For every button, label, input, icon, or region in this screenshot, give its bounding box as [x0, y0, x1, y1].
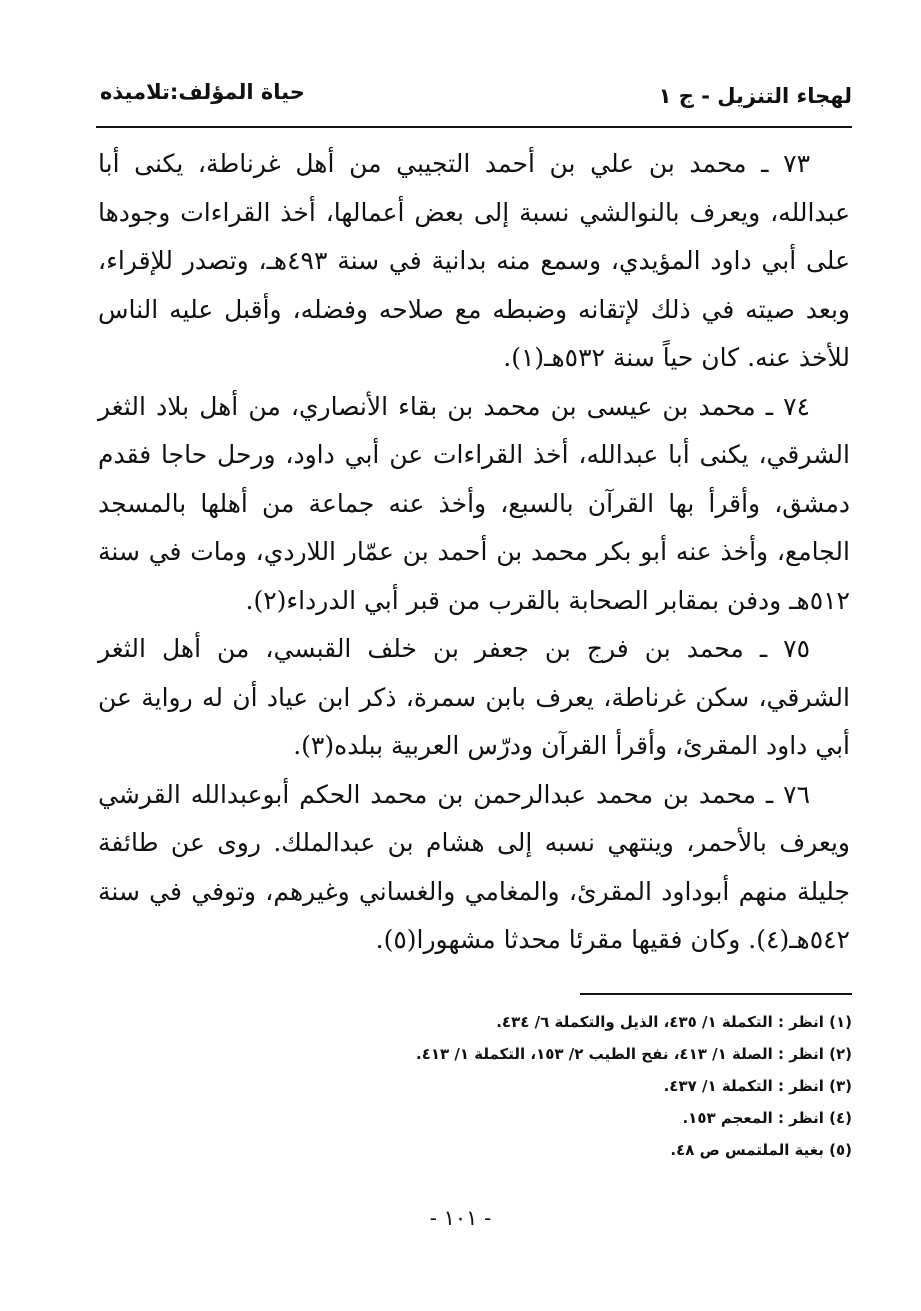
- page-number: - ١٠١ -: [429, 1206, 492, 1230]
- footnote-5: (٥) بغية الملتمس ص ٤٨.: [670, 1141, 852, 1159]
- footnote-3: (٣) انظر : التكملة ١/ ٤٣٧.: [663, 1077, 852, 1095]
- footnotes: [300, 1006, 852, 1166]
- main-text: [98, 140, 850, 965]
- section-title: حياة المؤلف:تلاميذه: [100, 80, 305, 104]
- footnote-1: (١) انظر : التكملة ١/ ٤٣٥، الذيل والتكملة ٦/ ٤٣٤.: [496, 1013, 852, 1031]
- entry-73: ٧٣ ـ محمد بن علي بن أحمد التجيبي من أهل غرناطة، يكنى أبا عبدالله، ويعرف بالنوالشي نسبة إلى بعض أعمالها، أخذ القراءات وجودها على أبي داود المؤيدي، وسمع منه بدانية في سنة ٤٩٣هـ، وتصدر للإقراء، وبعد صيته في ذلك لإتقانه وضبطه مع صلاحه وفضله، وأقبل عليه الناس للأخذ عنه. كان حياً سنة ٥٣٢هـ(١).: [98, 149, 850, 372]
- entry-74: ٧٤ ـ محمد بن عيسى بن محمد بن بقاء الأنصاري، من أهل بلاد الثغر الشرقي، يكنى أبا عبدالله، أخذ القراءات عن أبي داود، ورحل حاجا فقدم دمشق، وأقرأ بها القرآن بالسبع، وأخذ عنه جماعة من أهلها بالمسجد الجامع، وأخذ عنه أبو بكر محمد بن أحمد بن عمّار اللاردي، ومات في سنة ٥١٢هـ ودفن بمقابر الصحابة بالقرب من قبر أبي الدرداء(٢).: [98, 391, 850, 615]
- running-header: [100, 78, 852, 118]
- footnote-4: (٤) انظر : المعجم ١٥٣.: [682, 1109, 852, 1127]
- footnote-rule: [580, 993, 852, 995]
- header-rule: [96, 126, 852, 128]
- footnote-2: (٢) انظر : الصلة ١/ ٤١٣، نفح الطيب ٢/ ١٥٣، التكملة ١/ ٤١٣.: [416, 1045, 852, 1063]
- book-title: لهجاء التنزيل - ج ١: [658, 84, 852, 108]
- entry-76: ٧٦ ـ محمد بن محمد عبدالرحمن بن محمد الحكم أبوعبدالله القرشي ويعرف بالأحمر، وينتهي نسبه إلى هشام بن عبدالملك. روى عن طائفة جليلة منهم أبوداود المقرئ، والمغامي والغساني وغيرهم، وتوفي في سنة ٥٤٢هـ(٤). وكان فقيها مقرئا محدثا مشهورا(٥).: [98, 779, 850, 954]
- entry-75: ٧٥ ـ محمد بن فرج بن جعفر بن خلف القبسي، من أهل الثغر الشرقي، سكن غرناطة، يعرف بابن سمرة، ذكر ابن عياد أن له رواية عن أبي داود المقرئ، وأقرأ القرآن ودرّس العربية ببلده(٣).: [98, 634, 850, 760]
